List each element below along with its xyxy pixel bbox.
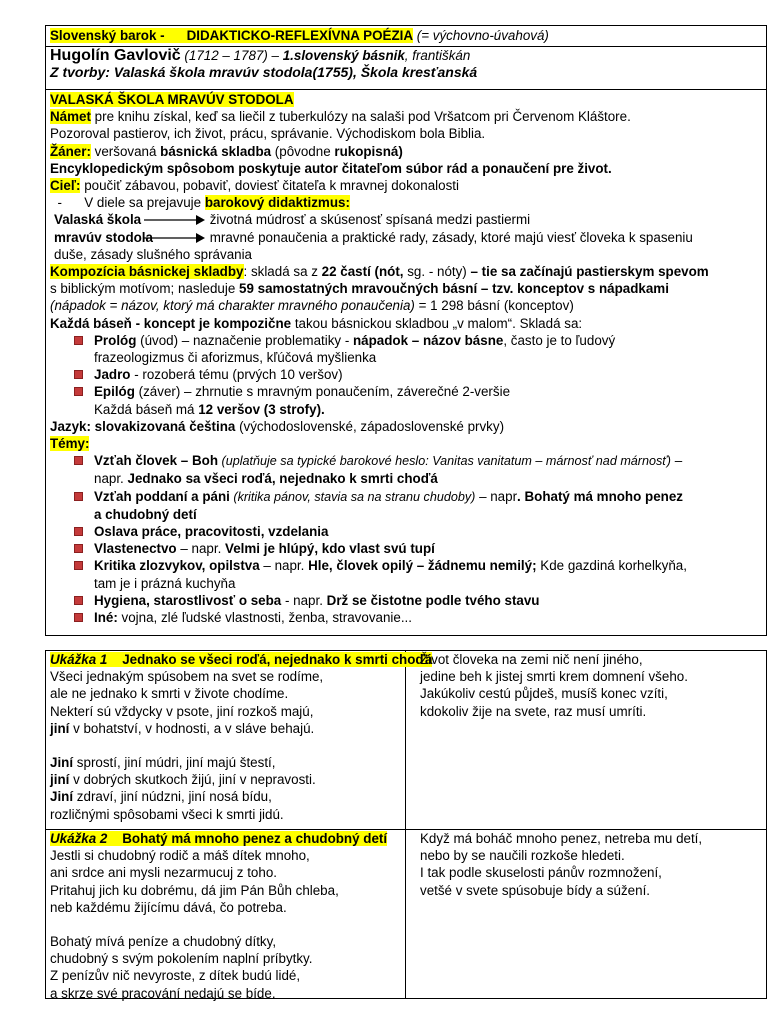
verse-line: nebo by se naučili rozkoše hledeti. [420, 848, 625, 864]
right-arrow-icon [144, 232, 206, 244]
verse-bold: jiní [50, 720, 70, 736]
theme7-text: vojna, zlé ľudské vlastnosti, ženba, stravovanie... [117, 610, 413, 626]
author-row [46, 47, 766, 90]
verse-line: a skrze své pracování nedajú se bíde. [50, 985, 276, 1001]
namet-label: Námet [50, 109, 91, 125]
jazyk-text: (východoslovenské, západoslovenské prvky) [235, 418, 505, 434]
kompo-line-2 [50, 280, 762, 297]
epilog-line2a: Každá báseň má [94, 401, 199, 417]
author-dates: (1712 – 1787) – [184, 48, 279, 63]
verse-line: Jakúkoliv cestú půjdeš, musíš konec vzíti, [420, 686, 668, 702]
mravuv-text-2: duše, zásady slušného správania [54, 246, 253, 262]
verse-line: Z penízův nič nevyroste, z dítek budú lidé, [50, 968, 301, 984]
theme5-line-2: tam je i prázná kuchyňa [94, 575, 236, 591]
theme5-bold-2: Hle, človek opilý – žádnemu nemilý; [308, 558, 537, 574]
title-main: DIDAKTICKO-REFLEXÍVNA POÉZIA [186, 28, 414, 43]
verse-line: kdokoliv žije na svete, raz musí umríti. [420, 703, 647, 719]
excerpt-2-title: Bohatý má mnoho penez a chudobný detí [122, 831, 388, 846]
author-order: , františkán [404, 48, 471, 63]
theme1-line2a: napr. [94, 471, 128, 487]
temy-label: Témy: [50, 436, 90, 452]
prolog-line-2: frazeologizmus či aforizmus, kľúčová myšlienka [94, 350, 377, 366]
kompo-bold: 22 častí (nót, [321, 264, 404, 280]
namet-text: pre knihu získal, keď sa liečil z tuberkulózy na salaši pod Vršatcom pri Červenom Kláštore. [90, 109, 631, 125]
verse-line: Když má boháč mnoho penez, netreba mu detí, [420, 831, 703, 846]
kazda-line [50, 315, 762, 332]
right-arrow-icon [144, 214, 206, 226]
verse-line [50, 771, 401, 788]
theme1-italic: (uplatňuje sa typické barokové heslo: Vanitas vanitatum – márnosť nad márnosť) [218, 454, 671, 469]
list-item-theme-6 [50, 592, 762, 609]
theme4-text: – napr. [176, 541, 226, 557]
list-item-prolog [50, 332, 762, 349]
verse-line [50, 788, 401, 805]
kompo-line2b: 59 samostatných mravoučných básní – tzv. konceptov s nápadkami [239, 281, 669, 297]
author-line [50, 47, 762, 64]
verse-line [50, 668, 401, 685]
excerpt-1-label: Ukážka 1 [50, 652, 108, 667]
theme1-line2b: Jednako sa všeci roďá, nejednako k smrti choďá [127, 471, 438, 487]
verse-line: Pritahuj jich ku dobrému, dá jim Pán Bůh chleba, [50, 882, 339, 898]
epilog-line2b: 12 veršov (3 strofy). [198, 401, 325, 417]
verse-line: I tak podle skuselosti pánův rozmnožení, [420, 865, 662, 881]
works-line: Z tvorby: Valaská škola mravúv stodola(1755), Škola kresťanská [50, 64, 478, 81]
square-bullet-icon [74, 456, 83, 465]
verse-text: Všeci jednakým spúsobem na svet se rodíme, [50, 669, 324, 685]
verse-line: Život človeka na zemi nič není jiného, [420, 652, 643, 667]
content-row [46, 90, 766, 626]
zaner-paren-bold: rukopisná) [334, 143, 403, 159]
list-item-theme-5 [50, 557, 762, 574]
excerpt-1 [46, 651, 766, 830]
epilog-text: (záver) – zhrnutie s mravným ponaučením, záverečné 2-veršie [134, 384, 511, 400]
kazda-bold: Každá báseň - koncept je kompozične [50, 315, 292, 331]
excerpt-2-heading [50, 831, 387, 846]
theme2-bold-2: . Bohatý má mnoho penez [517, 488, 683, 504]
theme3-bold: Oslava práce, pracovitosti, vzdelania [94, 524, 329, 540]
valaska-text: životná múdrosť a skúsenosť spísaná medzi pastiermi [209, 212, 531, 228]
kompo-line3-italic: (nápadok = názov, ktorý má charakter mravného ponaučenia) [50, 298, 415, 314]
kompo-text: : skladá sa z [243, 264, 322, 280]
excerpt-2 [46, 830, 766, 999]
theme1-text: – [670, 453, 683, 469]
square-bullet-icon [74, 544, 83, 553]
jazyk-line [50, 418, 762, 435]
theme5-text: – napr. [259, 558, 309, 574]
theme4-bold: Vlastenectvo [94, 541, 177, 557]
jadro-label: Jadro [94, 367, 131, 383]
square-bullet-icon [74, 370, 83, 379]
excerpt-1-title: Jednako se všeci roďá, nejednako k smrti choďá [122, 652, 433, 667]
square-bullet-icon [74, 596, 83, 605]
excerpt-2-verses-right [420, 830, 762, 899]
ciel-line [50, 177, 762, 194]
prolog-bold: nápadok – názov básne [353, 332, 504, 348]
excerpt-2-right [406, 830, 766, 999]
verse-line [50, 685, 401, 702]
square-bullet-icon [74, 492, 83, 501]
list-item-theme-7 [50, 609, 762, 626]
verse-line [50, 703, 401, 720]
kompo-text-2: sg. - nóty) [403, 264, 467, 280]
mravuv-label: mravúv stodola [54, 229, 153, 245]
kompo-line2a: s biblickým motívom; nasleduje [50, 281, 240, 297]
verse-text: v dobrých skutkoch žijú, jiní v nepravosti. [69, 772, 316, 788]
theme6-bold: Hygiena, starostlivosť o seba [94, 592, 282, 608]
excerpt-2-verses [50, 847, 401, 1002]
zaner-label: Žáner: [50, 143, 91, 159]
verse-text: rozličnými spôsobami všeci k smrti jidú. [50, 806, 284, 822]
ciel-label: Cieľ: [50, 178, 81, 194]
excerpt-1-verses-right [420, 651, 762, 720]
theme1-line-2 [50, 470, 762, 487]
title-highlight [50, 28, 413, 43]
kompo-text-3: – tie sa začínajú pastierskym spevom [466, 264, 709, 280]
diele-line [50, 194, 762, 211]
square-bullet-icon [74, 561, 83, 570]
verse-line: Bohatý mívá peníze a chudobný dítky, [50, 934, 277, 950]
verse-line [50, 737, 401, 754]
kompo-line3: = 1 298 básní (konceptov) [414, 298, 574, 314]
verse-line: jedine beh k jistej smrti krem domnení všeho. [420, 669, 688, 685]
list-item-theme-2 [50, 488, 762, 506]
kompo-label: Kompozícia básnickej skladby [50, 264, 244, 280]
valaska-label: Valaská škola [54, 212, 142, 228]
theme1-bold: Vzťah človek – Boh [94, 453, 218, 469]
zaner-paren: (pôvodne [271, 143, 335, 159]
excerpt-2-label: Ukážka 2 [50, 831, 108, 846]
verse-line: chudobný s svým pokolením naplní príbytky. [50, 951, 313, 967]
jazyk-bold: Jazyk: slovakizovaná čeština [50, 418, 236, 434]
valaska-line [50, 211, 762, 228]
theme5-bold: Kritika zlozvykov, opilstva [94, 558, 260, 574]
square-bullet-icon [74, 387, 83, 396]
verse-text: zdraví, jiní núdzni, jiní nosá bídu, [73, 789, 272, 805]
theme6-text: - napr. [281, 592, 327, 608]
list-item-theme-4 [50, 540, 762, 557]
diele-prefix: - V diele sa prejavuje [50, 195, 205, 211]
theme2-text: – napr [475, 488, 518, 504]
excerpt-1-right [406, 651, 766, 829]
author-name: Hugolín Gavlovič [50, 47, 181, 64]
excerpt-1-left [46, 651, 433, 829]
verse-bold: jiní [50, 772, 70, 788]
theme6-bold-2: Drž se čistotne podle tvého stavu [326, 592, 540, 608]
diele-highlight: barokový didaktizmus: [204, 195, 350, 211]
section-title: VALASKÁ ŠKOLA MRAVÚV STODOLA [50, 92, 294, 107]
epilog-label: Epilóg [94, 384, 135, 400]
theme2-italic: (kritika pánov, stavia sa na stranu chudoby) [229, 489, 476, 504]
notes-box [45, 25, 767, 636]
verse-line: neb každému žijícímu dává, čo potreba. [50, 899, 287, 915]
prolog-text: (úvod) – naznačenie problematiky - [136, 332, 353, 348]
excerpt-1-verses [50, 668, 401, 823]
verse-text: sprostí, jiní múdri, jiní majú štestí, [73, 755, 276, 771]
namet-line [50, 108, 762, 125]
kompo-line [50, 263, 762, 280]
theme2-line-2: a chudobný detí [94, 506, 197, 522]
title-left: Slovenský barok - [50, 28, 165, 43]
prolog-text-2: , často je to ľudový [503, 332, 616, 348]
square-bullet-icon [74, 613, 83, 622]
excerpt-1-heading [50, 652, 432, 667]
zaner-line [50, 143, 762, 160]
jadro-text: - rozoberá tému (prvých 10 veršov) [130, 367, 343, 383]
prolog-label: Prológ [94, 332, 137, 348]
theme5-text-2: Kde gazdiná korhelkyňa, [536, 558, 687, 574]
excerpts-box [45, 650, 767, 999]
verse-bold: Jiní [50, 789, 74, 805]
verse-line [50, 806, 401, 823]
square-bullet-icon [74, 336, 83, 345]
theme2-bold: Vzťah poddaní a páni [94, 488, 230, 504]
zaner-bold: básnická skladba [160, 143, 272, 159]
ciel-text: poučiť zábavou, pobaviť, doviesť čitateľa k mravnej dokonalosti [80, 178, 459, 194]
verse-text: ale ne jednako k smrti v živote chodíme. [50, 686, 289, 702]
namet-text-2: Pozoroval pastierov, ich život, prácu, správanie. Východiskom bola Biblia. [50, 126, 486, 142]
list-item-epilog [50, 383, 762, 400]
list-item-jadro [50, 366, 762, 383]
encyklo-line: Encyklopedickým spôsobom poskytuje autor čitateľom súbor rád a ponaučení pre život. [50, 160, 612, 176]
mravuv-text: mravné ponaučenia a praktické rady, zásady, ktoré majú viesť človeka k spaseniu [209, 229, 693, 245]
verse-line: Jestli si chudobný rodič a máš dítek mnoho, [50, 848, 310, 864]
verse-text: v bohatství, v hodnosti, a v sláve behajú. [69, 720, 315, 736]
verse-line: ani srdce ani mysli nezarmucuj z toho. [50, 865, 277, 881]
list-item-theme-1 [50, 452, 762, 470]
verse-text: Nekterí sú vždycky v psote, jiní rozkoš majú, [50, 703, 314, 719]
theme7-bold: Iné: [94, 610, 118, 626]
mravuv-line [50, 229, 762, 246]
verse-bold: Jiní [50, 755, 74, 771]
excerpt-2-left [46, 830, 406, 999]
title-row [46, 26, 766, 47]
title-note: (= výchovno-úvahová) [416, 28, 549, 43]
kazda-text: takou básnickou skladbou „v malom“. Skladá sa: [291, 315, 583, 331]
verse-line [50, 916, 401, 933]
zaner-text: veršovaná [90, 143, 161, 159]
list-item-theme-3 [50, 523, 762, 540]
verse-line: vetšé v svete spúsobuje bídy a súžení. [420, 882, 651, 898]
theme4-bold-2: Velmi je hlúpý, kdo vlast svú tupí [225, 541, 435, 557]
square-bullet-icon [74, 527, 83, 536]
kompo-line-3 [50, 297, 762, 314]
verse-line [50, 754, 401, 771]
verse-line [50, 720, 401, 737]
epilog-line-2 [50, 401, 762, 418]
author-role: 1.slovenský básnik [282, 48, 405, 63]
